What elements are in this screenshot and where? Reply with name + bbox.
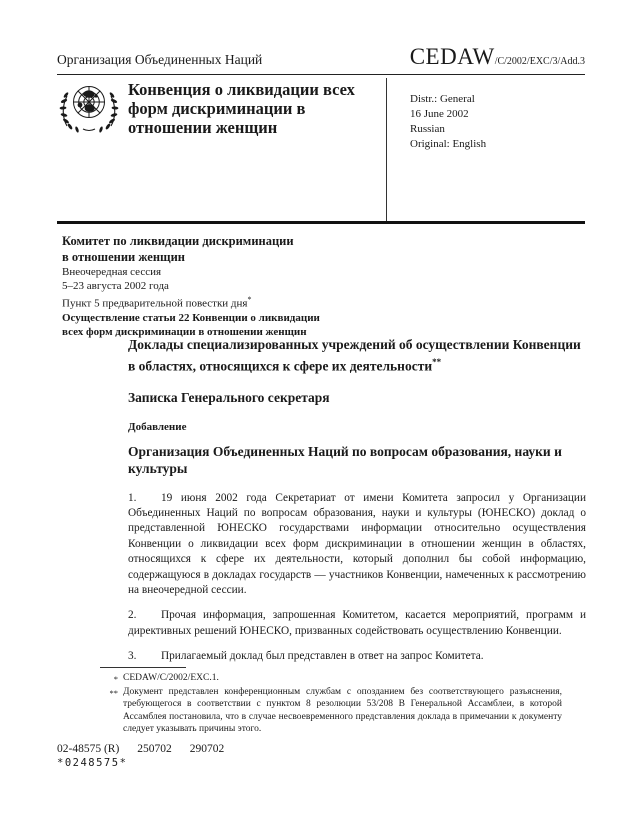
convention-title-line: Конвенция о ликвидации всех xyxy=(128,80,355,99)
committee-name-line: в отношении женщин xyxy=(62,250,185,264)
addendum-label: Добавление xyxy=(128,420,187,433)
document-symbol-suffix: /C/2002/EXC/3/Add.3 xyxy=(494,56,585,67)
paragraph-number: 3. xyxy=(128,650,137,663)
footnote-separator xyxy=(100,667,186,668)
footnote-1 xyxy=(96,672,562,686)
document-body xyxy=(128,336,586,665)
section-divider xyxy=(57,221,585,224)
footnote-ref-double-asterisk: ** xyxy=(432,356,442,367)
committee-name-line: Комитет по ликвидации дискриминации xyxy=(62,234,294,248)
footnote-text: CEDAW/C/2002/EXC.1. xyxy=(123,673,219,683)
paragraph-text: Прочая информация, запрошенная Комитетом, касается мероприятий, программ и директивных решений ЮНЕСКО, призванных содействовать осуществлению Конвенции. xyxy=(128,609,586,637)
job-date-2: 290702 xyxy=(189,743,225,755)
agency-heading: Организация Объединенных Наций по вопросам образования, науки и культуры xyxy=(128,443,562,476)
agenda-topic-line: всех форм дискриминации в отношении женщин xyxy=(62,325,307,338)
document-symbol-main: CEDAW xyxy=(409,44,495,69)
agenda-item-text: Пункт 5 предварительной повестки дня xyxy=(62,297,248,310)
distr-date: 16 June 2002 xyxy=(410,108,469,120)
paragraph-3 xyxy=(128,649,586,664)
report-title xyxy=(128,336,586,375)
document-symbol xyxy=(410,44,585,70)
convention-title-line: форм дискриминации в xyxy=(128,99,306,118)
convention-title xyxy=(128,80,355,137)
footnote-marker: ** xyxy=(109,687,118,698)
paragraph-2 xyxy=(128,608,586,639)
agenda-topic-line: Осуществление статьи 22 Конвенции о ликвидации xyxy=(62,311,320,324)
convention-title-line: отношении женщин xyxy=(128,118,278,137)
footnote-2 xyxy=(96,686,562,736)
footnote-text: Документ представлен конференционным службам с опозданием без соответствующего разъяснения, требующегося в соответствии с пунктом 8 резолюции 53/208 В Генеральной Ассамблеи, в которой Ассамблея постановила, что в случае несвоевременного представления доклада в примечании к документу следует указывать причины этого. xyxy=(123,686,562,735)
un-emblem-icon xyxy=(59,82,119,134)
footnote-marker: * xyxy=(113,674,118,684)
footnotes xyxy=(96,672,562,736)
paragraph-text: Прилагаемый доклад был представлен в ответ на запрос Комитета. xyxy=(161,650,484,663)
paragraph-number: 1. xyxy=(128,491,137,504)
session-dates: 5–23 августа 2002 года xyxy=(62,280,169,292)
agenda-item xyxy=(62,293,320,311)
job-date-1: 250702 xyxy=(137,743,172,755)
note-subtitle: Записка Генерального секретаря xyxy=(128,389,330,405)
distr-language: Russian xyxy=(410,123,445,135)
distr-original: Original: English xyxy=(410,138,487,150)
header-divider xyxy=(57,74,585,75)
paragraph-text: 19 июня 2002 года Секретариат от имени Комитета запросил у Организации Объединенных Наций по вопросам образования, науки и культуры (ЮНЕСКО) доклад о представленной ЮНЕСКО государствами информации относительно осуществления Конвенции о ликвидации всех форм дискриминации в отношении женщин в областях, относящихся к сфере их деятельности, который дополнил бы собой информацию, содержащуюся в докладах государств — участников Конвенции, намеченных к рассмотрению на внеочередной сессии. xyxy=(128,491,586,596)
paragraph-number: 2. xyxy=(128,609,137,622)
org-name: Организация Объединенных Наций xyxy=(57,52,263,67)
masthead-vertical-divider xyxy=(386,78,387,224)
document-job-line xyxy=(57,743,224,755)
report-title-text: Доклады специализированных учреждений об осуществлении Конвенции в областях, относящихся к сфере их деятельности xyxy=(128,337,581,373)
distr-type: Distr.: General xyxy=(410,93,475,105)
session-name: Внеочередная сессия xyxy=(62,266,162,278)
committee-block xyxy=(62,233,320,339)
footnote-ref-asterisk: * xyxy=(247,295,252,304)
job-number: 02-48575 (R) xyxy=(57,743,120,755)
barcode-text: *0248575* xyxy=(57,757,128,769)
paragraph-1 xyxy=(128,491,586,599)
distribution-info xyxy=(410,92,486,152)
